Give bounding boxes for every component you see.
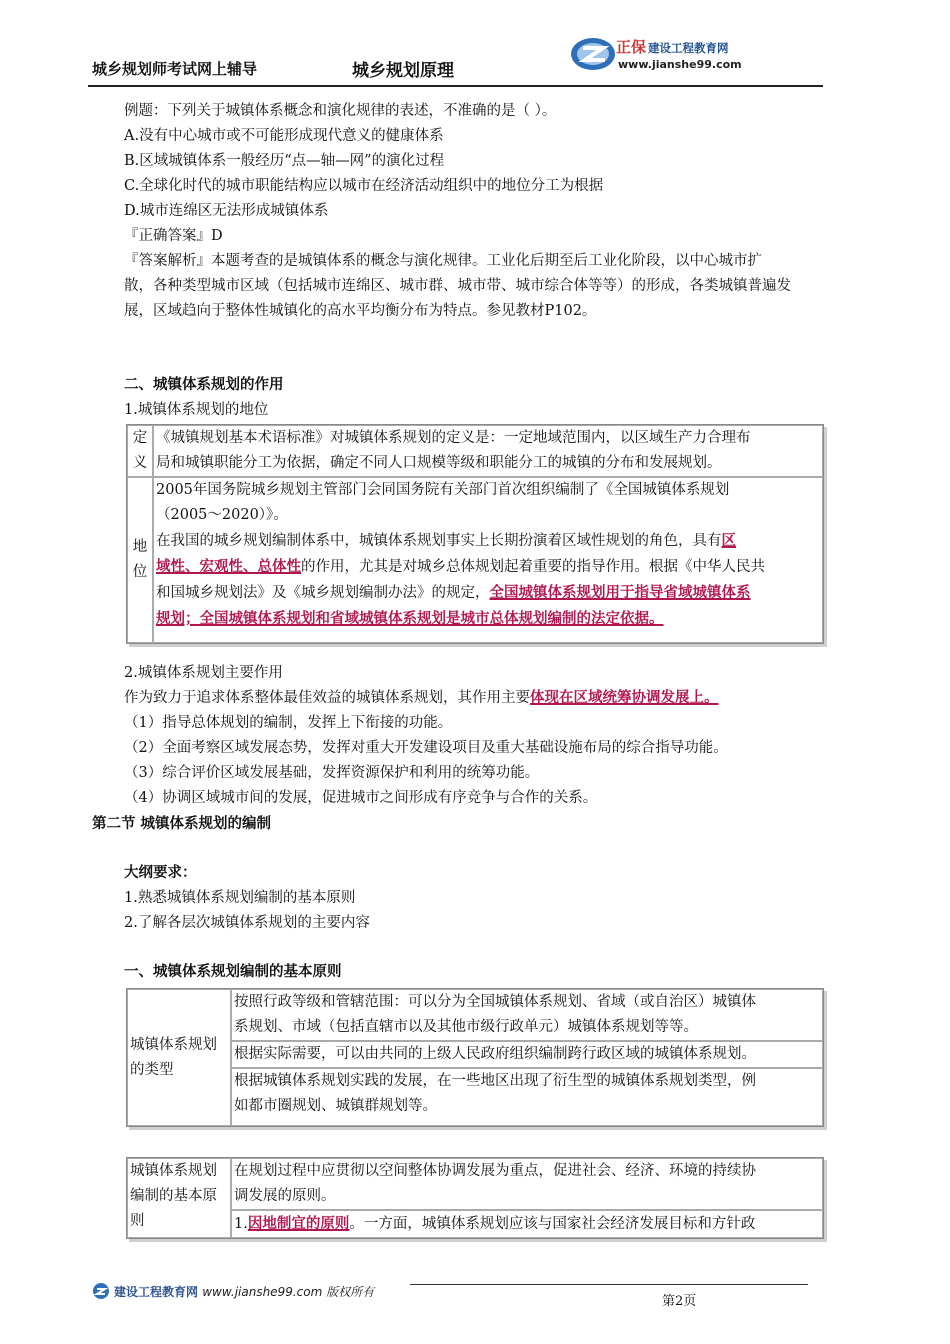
logo-title: 正保 建设工程教育网: [616, 38, 729, 56]
principles-label: 城镇体系规划 编制的基本原 则: [127, 1158, 231, 1238]
outline-item: 2.了解各层次城镇体系规划的主要内容: [124, 915, 370, 931]
option-a: A.没有中心城市或不可能形成现代意义的健康体系: [124, 128, 444, 144]
position-table: [126, 424, 824, 644]
principles-table: [126, 1157, 824, 1239]
page-number: 第2页: [662, 1294, 697, 1309]
header-left-title: 城乡规划师考试网上辅导: [92, 60, 258, 78]
role-item: （2）全面考察区域发展态势，发挥对重大开发建设项目及重大基础设施布局的综合指导功能。: [124, 740, 728, 756]
role-item: （3）综合评价区域发展基础，发挥资源保护和利用的统筹功能。: [124, 765, 540, 781]
subsection-title: 1.城镇体系规划的地位: [124, 402, 269, 418]
definition-text: 《城镇规划基本术语标准》对城镇体系规划的定义是：一定地域范围内，以区域生产力合理布 局和城镇职能分工为依据，确定不同人口规模等级和职能分工的城镇的分布和发展规划。: [153, 425, 823, 477]
logo-url: www.jianshe99.com: [618, 58, 742, 71]
footer-divider: [410, 1284, 808, 1285]
chapter-heading: 第二节 城镇体系规划的编制: [92, 816, 272, 832]
role-intro: 作为致力于追求体系整体最佳效益的城镇体系规划，其作用主要体现在区域统筹协调发展上。: [124, 689, 719, 706]
position-text: 2005年国务院城乡规划主管部门会同国务院有关部门首次组织编制了《全国城镇体系规划 （2005～2020）》。 在我国的城乡规划编制体系中，城镇体系规划事实上长期扮演着区域性规划的角色，具有区 域性、宏观性、总体性的作用，尤其是对城乡总体规划起着重要的指导作用。根据《中华人民共 和国城乡规划法》及《城乡规划编制办法》的规定，全国城镇体系规划用于指导省域城镇体系 规划；全国城镇体系规划和省域城镇体系规划是城市总体规划编制的法定依据。: [153, 477, 823, 643]
definition-label: 定 义: [127, 425, 153, 477]
plan-types-label: 城镇体系规划 的类型: [127, 989, 231, 1126]
role-item: （4）协调区域城市间的发展，促进城市之间形成有序竞争与合作的关系。: [124, 790, 598, 806]
plan-types-row: 按照行政等级和管辖范围：可以分为全国城镇体系规划、省域（或自治区）城镇体 系规划、市域（包括直辖市以及其他市级行政单元）城镇体系规划等等。: [231, 989, 823, 1041]
subsection-title: 2.城镇体系规划主要作用: [124, 665, 283, 681]
footer-site: 建设工程教育网 www.jianshe99.com 版权所有: [114, 1285, 375, 1299]
section-heading: 二、城镇体系规划的作用: [124, 377, 284, 393]
correct-answer: 『正确答案』D: [124, 228, 223, 244]
plan-types-row: 根据城镇体系规划实践的发展，在一些地区出现了衍生型的城镇体系规划类型，例 如都市圈规划、城镇群规划等。: [231, 1068, 823, 1126]
principles-row: 1.因地制宜的原则。一方面，城镇体系规划应该与国家社会经济发展目标和方针政: [231, 1210, 823, 1238]
header-course-title: 城乡规划原理: [352, 61, 454, 81]
role-item: （1）指导总体规划的编制，发挥上下衔接的功能。: [124, 715, 453, 731]
option-c: C.全球化时代的城市职能结构应以城市在经济活动组织中的地位分工为根据: [124, 178, 604, 194]
principles-row: 在规划过程中应贯彻以空间整体协调发展为重点，促进社会、经济、环境的持续协 调发展的原则。: [231, 1158, 823, 1210]
option-d: D.城市连绵区无法形成城镇体系: [124, 203, 329, 219]
analysis-line: 『答案解析』本题考查的是城镇体系的概念与演化规律。工业化后期至后工业化阶段，以中心城市扩: [124, 253, 762, 269]
analysis-line: 展，区域趋向于整体性城镇化的高水平均衡分布为特点。参见教材P102。: [124, 303, 597, 319]
outline-title: 大纲要求：: [124, 865, 197, 881]
footer-logo-icon: [92, 1282, 110, 1300]
plan-types-table: [126, 988, 824, 1127]
outline-item: 1.熟悉城镇体系规划编制的基本原则: [124, 890, 356, 906]
plan-types-row: 根据实际需要，可以由共同的上级人民政府组织编制跨行政区域的城镇体系规划。: [231, 1041, 823, 1068]
section-heading: 一、城镇体系规划编制的基本原则: [124, 964, 342, 980]
option-b: B.区域城镇体系一般经历“点—轴—网”的演化过程: [124, 153, 445, 169]
header-divider: [88, 85, 823, 87]
analysis-line: 散，各种类型城市区域（包括城市连绵区、城市群、城市带、城市综合体等等）的形成，各类城镇普遍发: [124, 278, 791, 294]
question-stem: 例题：下列关于城镇体系概念和演化规律的表述，不准确的是（ ）。: [124, 103, 557, 119]
position-label: 地 位: [127, 477, 153, 643]
